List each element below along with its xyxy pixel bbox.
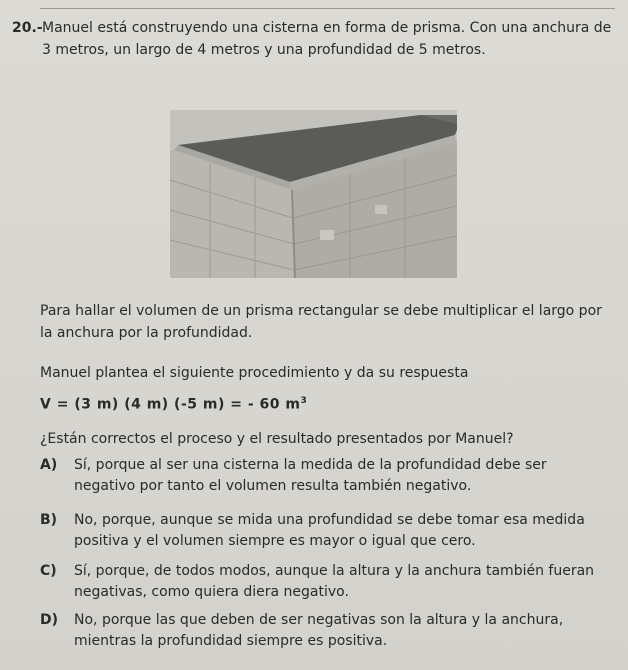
- option-text: No, porque, aunque se mida una profundidad se debe tomar esa medida positiva y el volumen siempre es mayor o igual que cero.: [74, 512, 585, 549]
- volume-formula: [40, 396, 307, 413]
- option-letter: C): [40, 563, 57, 579]
- option-text: No, porque las que deben de ser negativas son la altura y la anchura, mientras la profundidad siempre es positiva.: [74, 612, 564, 649]
- option-letter: D): [40, 612, 59, 628]
- question-number: 20.-: [12, 20, 43, 36]
- option-text: Sí, porque al ser una cisterna la medida de la profundidad debe ser negativo por tanto el volumen resulta también negativo.: [74, 457, 547, 494]
- procedure-intro-text: Manuel plantea el siguiente procedimiento y da su respuesta: [40, 365, 469, 381]
- option-a[interactable]: [40, 455, 610, 497]
- cistern-photo: [170, 110, 457, 278]
- volume-rule-text: Para hallar el volumen de un prisma rectangular se debe multiplicar el largo por la anchura por la profundidad.: [40, 303, 602, 341]
- cistern-photo-svg: [170, 110, 457, 278]
- formula-exponent: 3: [300, 396, 308, 406]
- question-header: [12, 17, 612, 61]
- option-b[interactable]: [40, 510, 610, 552]
- top-divider: [40, 8, 615, 9]
- option-d[interactable]: [40, 610, 610, 652]
- option-text: Sí, porque, de todos modos, aunque la altura y la anchura también fueran negativas, como quiera diera negativo.: [74, 563, 595, 600]
- option-letter: B): [40, 512, 58, 528]
- option-letter: A): [40, 457, 58, 473]
- formula-text: V = (3 m) (4 m) (-5 m) = - 60 m: [40, 396, 301, 413]
- question-text: Manuel está construyendo una cisterna en forma de prisma. Con una anchura de 3 metros, un largo de 4 metros y una profundidad de 5 metros.: [42, 20, 612, 58]
- question-prompt: ¿Están correctos el proceso y el resultado presentados por Manuel?: [40, 431, 514, 447]
- option-c[interactable]: [40, 561, 610, 603]
